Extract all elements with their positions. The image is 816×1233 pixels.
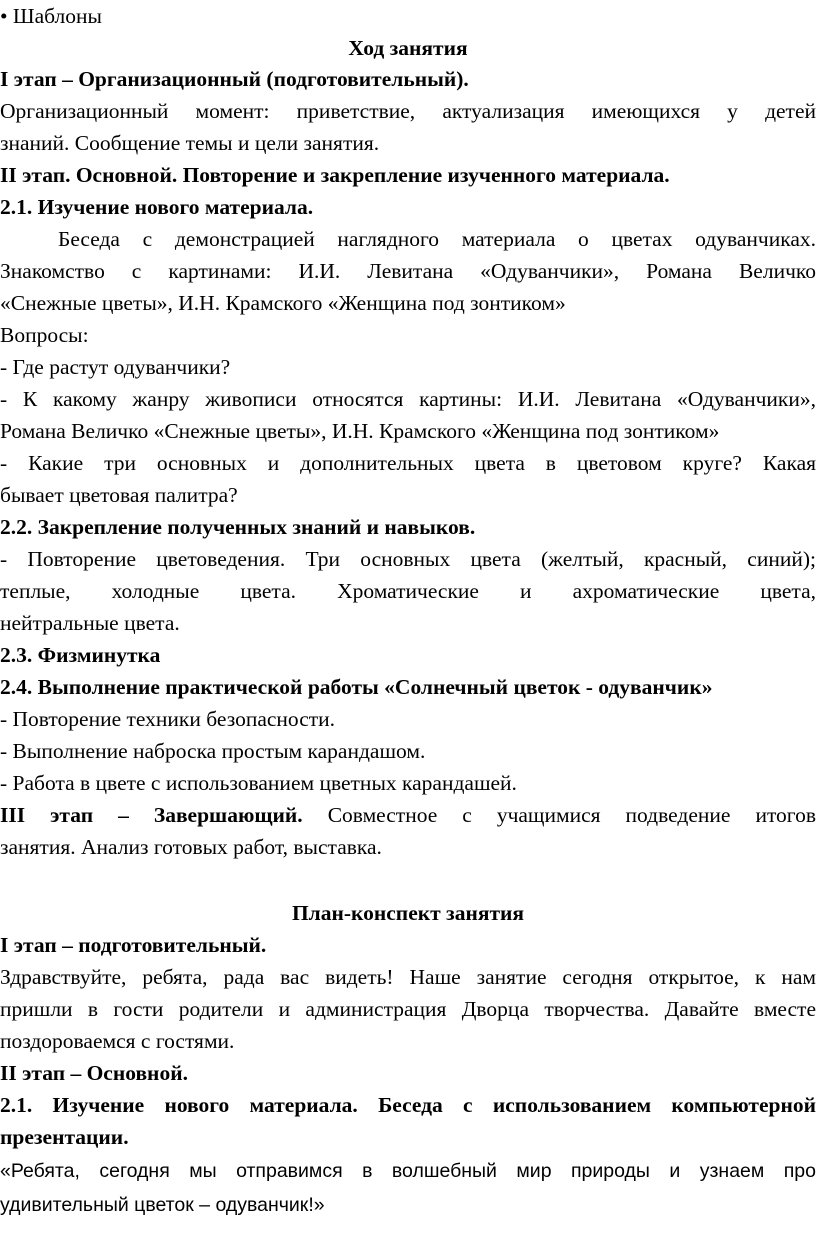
plan-subsection-2-1-heading-continued: презентации. (0, 1125, 129, 1149)
quote-line: «Ребята, сегодня мы отправимся в волшебный мир природы и узнаем про (0, 1160, 816, 1182)
stage3-heading: III этап – Завершающий. (0, 803, 303, 827)
stage3-paragraph (0, 799, 816, 831)
question-item-continued: бывает цветовая палитра? (0, 483, 238, 507)
paragraph-line: пришли в гости родители и администрация Дворца творчества. Давайте вместе (0, 997, 816, 1021)
question-item-continued: Романа Величко «Снежные цветы», И.Н. Крамского «Женщина под зонтиком» (0, 419, 720, 443)
questions-label: Вопросы: (0, 323, 89, 347)
list-item: - Работа в цвете с использованием цветных карандашей. (0, 771, 517, 795)
subsection-2-2-heading: 2.2. Закрепление полученных знаний и навыков. (0, 515, 476, 539)
paragraph-line: теплые, холодные цвета. Хроматические и ахроматические цвета, (0, 579, 816, 603)
subsection-2-3-heading: 2.3. Физминутка (0, 643, 161, 667)
paragraph-line: знаний. Сообщение темы и цели занятия. (0, 131, 380, 155)
plan-stage1-heading: I этап – подготовительный. (0, 933, 267, 957)
plan-subsection-2-1-heading: 2.1. Изучение нового материала. Беседа с использованием компьютерной (0, 1093, 816, 1117)
paragraph-line: Здравствуйте, ребята, рада вас видеть! Наше занятие сегодня открытое, к нам (0, 965, 816, 989)
list-item: - Выполнение наброска простым карандашом. (0, 739, 426, 763)
question-item: - Где растут одуванчики? (0, 355, 231, 379)
stage2-heading: II этап. Основной. Повторение и закрепление изученного материала. (0, 163, 670, 187)
stage1-heading: I этап – Организационный (подготовительный). (0, 67, 469, 91)
stage3-text: Совместное с учащимися подведение итогов (327, 803, 816, 827)
section-title-lesson-plan: План-конспект занятия (291, 901, 525, 925)
section-title-lesson-flow: Ход занятия (348, 36, 468, 60)
paragraph-line: - Повторение цветоведения. Три основных цвета (желтый, красный, синий); (0, 547, 816, 571)
paragraph-line: занятия. Анализ готовых работ, выставка. (0, 835, 382, 859)
paragraph-line: «Снежные цветы», И.Н. Крамского «Женщина под зонтиком» (0, 291, 566, 315)
question-item: - К какому жанру живописи относятся картины: И.И. Левитана «Одуванчики», (0, 387, 816, 411)
quote-line: удивительный цветок – одуванчик!» (0, 1194, 325, 1216)
paragraph-line: нейтральные цвета. (0, 611, 180, 635)
paragraph-line: Организационный момент: приветствие, актуализация имеющихся у детей (0, 99, 816, 123)
list-item: - Повторение техники безопасности. (0, 707, 336, 731)
paragraph-line: Знакомство с картинами: И.И. Левитана «Одуванчики», Романа Величко (0, 259, 816, 283)
paragraph-line: Беседа с демонстрацией наглядного материала о цветах одуванчиках. (58, 227, 816, 251)
plan-stage2-heading: II этап – Основной. (0, 1061, 188, 1085)
question-item: - Какие три основных и дополнительных цвета в цветовом круге? Какая (0, 451, 816, 475)
subsection-2-4-heading: 2.4. Выполнение практической работы «Солнечный цветок - одуванчик» (0, 675, 713, 699)
subsection-2-1-heading: 2.1. Изучение нового материала. (0, 195, 314, 219)
paragraph-line: поздороваемся с гостями. (0, 1029, 235, 1053)
bullet-item-templates: • Шаблоны (0, 4, 102, 28)
